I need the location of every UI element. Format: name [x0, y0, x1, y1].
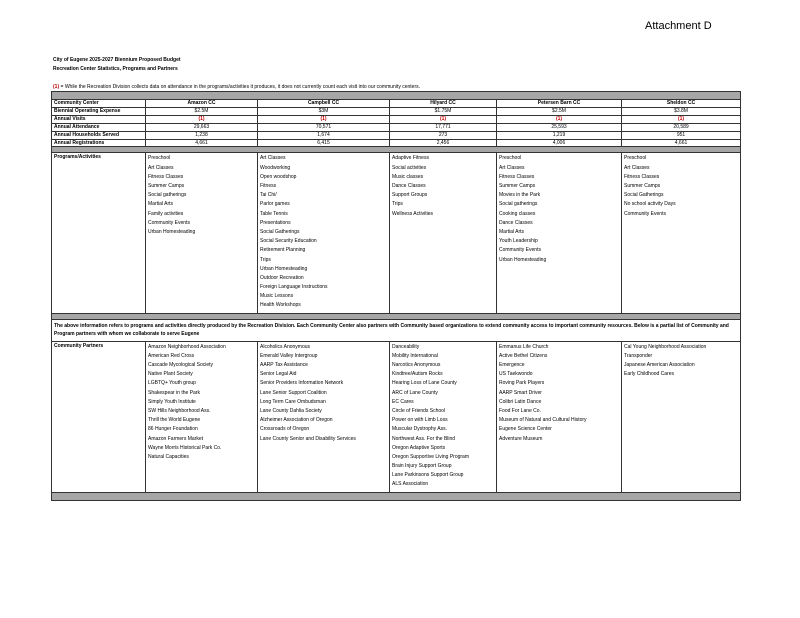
partner-item: ALS Association	[392, 481, 429, 488]
partner-item: Colibri Latin Dance	[499, 398, 542, 405]
partner-item: Crossroads of Oregon	[260, 426, 310, 433]
center-name: Petersen Barn CC	[497, 100, 622, 108]
partner-item: Hearing Loss of Lane County	[392, 380, 457, 387]
partner-item: Brain Injury Support Group	[392, 463, 452, 470]
programs-row	[52, 153, 741, 313]
header-label: Community Center	[52, 100, 146, 108]
program-item: Adaptive Fitness	[392, 155, 429, 162]
stat-value: (1)	[497, 115, 622, 123]
program-item: Youth Leadership	[499, 238, 538, 245]
program-item: Dance Classes	[392, 183, 426, 189]
footnote-marker: (1)	[53, 84, 60, 90]
partner-item: Circle of Friends School	[392, 407, 446, 414]
stat-label: Annual Attendance	[52, 123, 146, 131]
program-item: Dance Classes	[499, 219, 533, 226]
partner-item: Amazon Farmers Market	[148, 435, 204, 442]
program-item: Music Lessons	[260, 293, 294, 300]
partner-item: AARP Tax Assistance	[260, 362, 308, 368]
program-item: Support Groups	[392, 192, 428, 199]
partner-item: EC Cares	[392, 398, 414, 405]
partner-item: Lane Parkinsons Support Group	[392, 472, 464, 479]
partner-item: Amazon Neighborhood Association	[148, 343, 226, 350]
partner-item: Power on with Limb Loss	[392, 417, 448, 424]
stat-value: 1,238	[146, 131, 258, 139]
program-item: Martial Arts	[148, 201, 174, 208]
partner-item: Transponder	[624, 352, 653, 359]
program-item: Art Classes	[499, 164, 525, 171]
stat-value: 4,006	[497, 139, 622, 147]
band-cell	[52, 92, 741, 100]
document-subtitle: Recreation Center Statistics, Programs and Partners	[53, 66, 178, 72]
partner-item: Northwest Ass. For the Blind	[392, 435, 456, 442]
partner-item: Native Plant Society	[148, 371, 193, 378]
partner-item: Emerald Valley Intergroup	[260, 352, 318, 359]
partner-item: Muscular Dystrophy Ass.	[392, 426, 448, 433]
partner-item: Lane Senior Support Coalition	[260, 389, 327, 396]
partner-item: Cascade Mycological Society	[148, 362, 214, 368]
programs-cell	[258, 153, 390, 313]
program-item: Summer Camps	[499, 183, 536, 189]
stat-value: (1)	[390, 115, 497, 123]
partners-row	[52, 341, 741, 492]
program-item: Urban Homesteading	[148, 228, 196, 235]
partner-item: Eugene Science Center	[499, 426, 552, 433]
program-item: Health Workshops	[260, 302, 301, 309]
partner-item: ARC of Lane County	[392, 389, 438, 396]
stat-value: $3.8M	[622, 107, 741, 115]
program-item: Social Gatherings	[260, 228, 300, 235]
partner-item: LGBTQ+ Youth group	[148, 380, 196, 387]
program-item: Urban Homesteading	[499, 256, 547, 263]
stat-value: 70,571	[258, 123, 390, 131]
program-item: Family activities	[148, 210, 184, 217]
stat-value: 1,674	[258, 131, 390, 139]
stat-value: 951	[622, 131, 741, 139]
program-item: Social gatherings	[499, 201, 538, 208]
program-item: Movies in the Park	[499, 192, 541, 199]
program-item: Urban Homesteading	[260, 265, 308, 272]
partner-item: Cal Young Neighborhood Association	[624, 343, 707, 350]
center-name: Sheldon CC	[622, 100, 741, 108]
stat-label: Biennial Operating Expense	[52, 107, 146, 115]
header-row	[52, 100, 741, 108]
program-item: Preschool	[148, 155, 171, 162]
partner-item: Oregon Supportive Living Program	[392, 453, 469, 460]
program-item: Outdoor Recreation	[260, 274, 304, 281]
program-item: Wellness Activities	[392, 210, 434, 217]
stat-value: 6,415	[258, 139, 390, 147]
partners-cell	[497, 341, 622, 492]
program-item: Community Events	[148, 219, 190, 226]
stat-value: 29,663	[146, 123, 258, 131]
stat-value: 1,219	[497, 131, 622, 139]
program-item: Trips	[260, 256, 271, 263]
partner-item: Adventure Museum	[499, 435, 543, 442]
stat-row	[52, 115, 741, 123]
program-item: Fitness Classes	[148, 173, 184, 180]
partner-item: Emergence	[499, 362, 525, 368]
partners-cell	[622, 341, 741, 492]
program-item: Parlor games	[260, 201, 290, 208]
partner-item: Active Bethel Citizens	[499, 352, 548, 359]
stat-row	[52, 123, 741, 131]
partner-item: Long Term Care Ombudsman	[260, 398, 326, 405]
attachment-label: Attachment D	[645, 20, 712, 32]
partner-item: AARP Smart Driver	[499, 389, 542, 396]
partner-item: Early Childhood Cares	[624, 371, 675, 378]
partner-item: Japanese American Association	[624, 362, 695, 368]
stat-value: (1)	[258, 115, 390, 123]
stat-value: 4,661	[146, 139, 258, 147]
footnote-text: = While the Recreation Division collects data on attendance in the programs/activities it produces, it does not currently count each visit into our community centers.	[59, 84, 420, 90]
partners-cell	[146, 341, 258, 492]
stat-value: $3M	[258, 107, 390, 115]
program-item: Foreign Language Instructions	[260, 284, 328, 291]
program-item: Presentations	[260, 219, 291, 226]
partners-note-row	[52, 319, 741, 341]
partner-item: Emmanus Life Church	[499, 343, 549, 350]
document-title: City of Eugene 2025-2027 Biennium Proposed Budget	[53, 57, 181, 63]
partner-item: Senior Legal Aid	[260, 371, 297, 378]
center-name: Amazon CC	[146, 100, 258, 108]
program-item: Social gatherings	[148, 192, 187, 199]
partner-item: 86 Hunger Foundation	[148, 426, 198, 433]
stat-value: 20,589	[622, 123, 741, 131]
program-item: Open woodshop	[260, 173, 297, 180]
programs-cell	[622, 153, 741, 313]
partner-item: Danceability	[392, 343, 420, 350]
stat-value: 25,593	[497, 123, 622, 131]
stat-value: (1)	[146, 115, 258, 123]
partner-item: Oregon Adaptive Sports	[392, 444, 446, 451]
center-name: Campbell CC	[258, 100, 390, 108]
partner-item: American Red Cross	[148, 352, 195, 359]
stat-value: 4,661	[622, 139, 741, 147]
program-item: Art Classes	[260, 155, 286, 162]
footnote	[53, 84, 420, 90]
program-item: Social Security Education	[260, 238, 317, 245]
band-row	[52, 92, 741, 100]
program-item: Summer Camps	[148, 183, 185, 189]
program-item: Summer Camps	[624, 183, 661, 189]
program-item: Preschool	[499, 155, 522, 162]
partner-item: Lane County Dahlia Society	[260, 407, 322, 414]
stat-value: 17,771	[390, 123, 497, 131]
stat-value: 2,456	[390, 139, 497, 147]
program-item: Social Gatherings	[624, 192, 664, 199]
partner-item: US Taekwondo	[499, 371, 533, 378]
partner-item: Senior Providers Information Network	[260, 380, 344, 387]
stat-value: 273	[390, 131, 497, 139]
program-item: Woodworking	[260, 164, 291, 171]
program-item: Fitness Classes	[499, 173, 535, 180]
stat-label: Annual Registrations	[52, 139, 146, 147]
program-item: Cooking classes	[499, 210, 536, 217]
program-item: Fitness Classes	[624, 173, 660, 180]
partner-item: Food For Lane Co.	[499, 407, 541, 414]
stat-value: $1.75M	[390, 107, 497, 115]
program-item: Table Tennis	[260, 210, 288, 217]
partner-item: Shakespear in the Park	[148, 389, 200, 396]
partners-cell	[258, 341, 390, 492]
partners-cell	[390, 341, 497, 492]
program-item: Fitness	[260, 183, 277, 189]
band-row	[52, 492, 741, 500]
partner-item: Museum of Natural and Cultural History	[499, 417, 587, 424]
partner-item: Mobility International	[392, 352, 438, 359]
programs-cell	[497, 153, 622, 313]
program-item: Art Classes	[624, 164, 650, 171]
statistics-table	[51, 91, 741, 501]
stat-value: (1)	[622, 115, 741, 123]
stat-label: Annual Visits	[52, 115, 146, 123]
partner-item: Alzheimer Association of Oregon	[260, 417, 333, 424]
partner-item: Narcotics Anonymous	[392, 362, 441, 368]
program-item: Preschool	[624, 155, 647, 162]
center-name: Hilyard CC	[390, 100, 497, 108]
stat-value: $2.5M	[146, 107, 258, 115]
stat-row	[52, 107, 741, 115]
band-cell	[52, 492, 741, 500]
partners-note: The above information refers to programs and activities directly produced by the Recreation Division. Each Community Center also partners with Community based organizations to extend community access to important community resources. Below is a partial list of Community and Program partners with whom we collaborate to serve Eugene	[52, 319, 741, 341]
program-item: Social activities	[392, 164, 427, 171]
partners-label: Community Partners	[52, 341, 146, 492]
program-item: Trips	[392, 201, 403, 208]
stat-label: Annual Households Served	[52, 131, 146, 139]
partner-item: Lane County Senior and Disability Services	[260, 435, 356, 442]
partner-item: Wayne Morris Historical Park Co.	[148, 444, 222, 451]
partner-item: Natural Capacities	[148, 453, 189, 460]
program-item: Community Events	[624, 210, 666, 217]
programs-label: Programs/Activities	[52, 153, 146, 313]
program-item: No school activity Days	[624, 201, 676, 208]
partner-item: SW Hills Neighborhood Ass.	[148, 407, 211, 414]
program-item: Martial Arts	[499, 228, 525, 235]
program-item: Retirement Planning	[260, 247, 306, 254]
partner-item: Roving Park Players	[499, 380, 545, 387]
program-item: Art Classes	[148, 164, 174, 171]
partner-item: Kindtree/Autism Rocks	[392, 371, 443, 378]
stat-value: $2.5M	[497, 107, 622, 115]
program-item: Community Events	[499, 247, 541, 254]
programs-cell	[390, 153, 497, 313]
program-item: Music classes	[392, 173, 424, 180]
partner-item: Alcoholics Anonymous	[260, 343, 311, 350]
stat-row	[52, 139, 741, 147]
partner-item: Simply Youth Institute	[148, 398, 196, 405]
program-item: Tai Chi/	[260, 192, 277, 199]
partner-item: Thrill the World Eugene	[148, 417, 201, 424]
programs-cell	[146, 153, 258, 313]
stat-row	[52, 131, 741, 139]
